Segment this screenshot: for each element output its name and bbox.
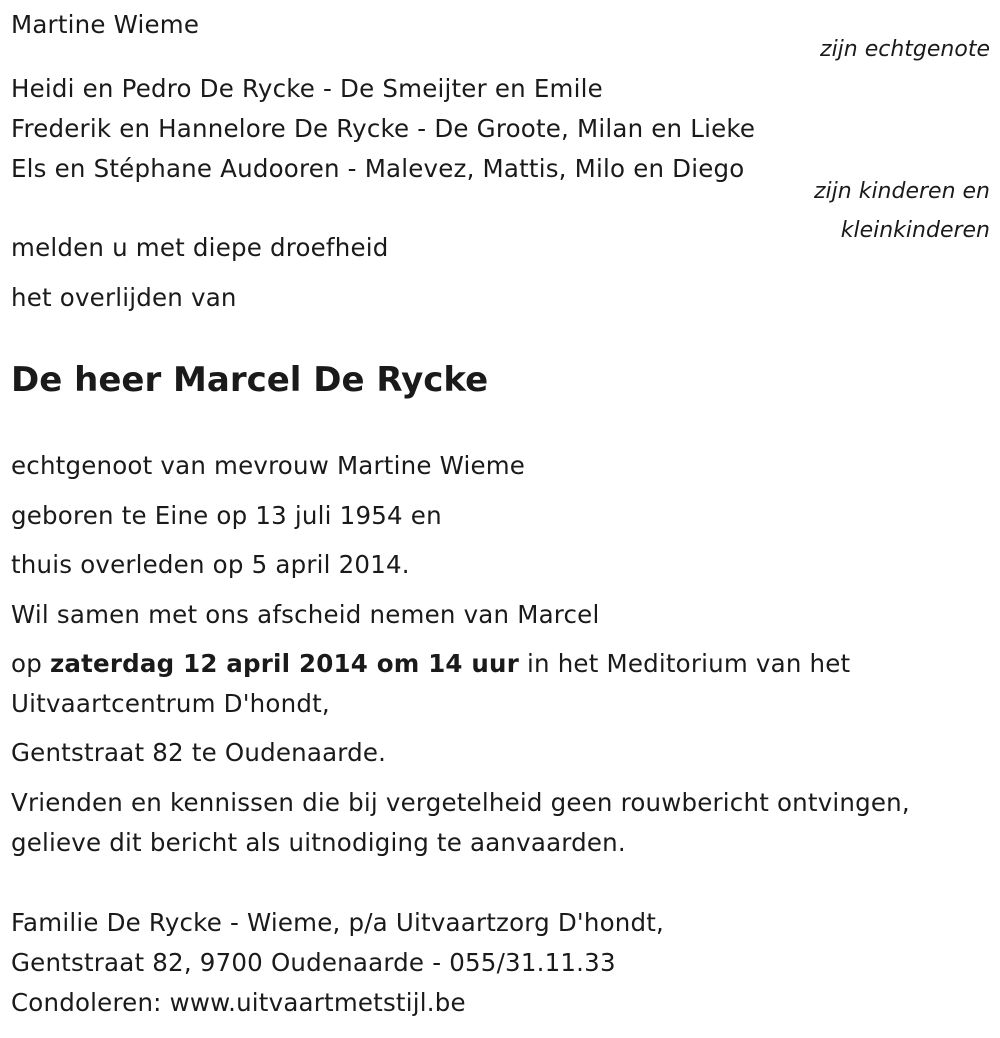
spouse-of-line: echtgenoot van mevrouw Martine Wieme bbox=[11, 451, 526, 480]
ceremony-place: Uitvaartcentrum D'hondt, bbox=[11, 689, 330, 718]
children-role-line-1: zijn kinderen en bbox=[814, 179, 990, 204]
born-line: geboren te Eine op 13 juli 1954 en bbox=[11, 501, 442, 530]
children-line-2: Frederik en Hannelore De Rycke - De Groote, Milan en Lieke bbox=[11, 114, 756, 143]
children-role-line-2: kleinkinderen bbox=[840, 218, 990, 243]
deceased-name: De heer Marcel De Rycke bbox=[11, 360, 489, 400]
spouse-role: zijn echtgenote bbox=[820, 37, 990, 62]
ceremony-prefix: op bbox=[11, 649, 50, 678]
ceremony-date: zaterdag 12 april 2014 om 14 uur bbox=[49, 649, 519, 678]
ceremony-address: Gentstraat 82 te Oudenaarde. bbox=[11, 738, 387, 767]
children-line-3: Els en Stéphane Audooren - Malevez, Mattis, Milo en Diego bbox=[11, 154, 745, 183]
farewell-line: Wil samen met ons afscheid nemen van Marcel bbox=[11, 600, 600, 629]
contact-line-2: Gentstraat 82, 9700 Oudenaarde - 055/31.11.33 bbox=[11, 948, 616, 977]
died-line: thuis overleden op 5 april 2014. bbox=[11, 550, 410, 579]
contact-line-1: Familie De Rycke - Wieme, p/a Uitvaartzorg D'hondt, bbox=[11, 908, 665, 937]
ceremony-suffix: in het Meditorium van het bbox=[518, 649, 851, 678]
ceremony-line bbox=[11, 649, 850, 679]
announcement-line-2: het overlijden van bbox=[11, 283, 237, 312]
invitation-line-1: Vrienden en kennissen die bij vergetelheid geen rouwbericht ontvingen, bbox=[11, 788, 910, 817]
invitation-line-2: gelieve dit bericht als uitnodiging te aanvaarden. bbox=[11, 828, 626, 857]
announcement-line-1: melden u met diepe droefheid bbox=[11, 233, 389, 262]
contact-line-3: Condoleren: www.uitvaartmetstijl.be bbox=[11, 988, 466, 1017]
spouse-name: Martine Wieme bbox=[11, 10, 200, 39]
children-line-1: Heidi en Pedro De Rycke - De Smeijter en Emile bbox=[11, 74, 603, 103]
